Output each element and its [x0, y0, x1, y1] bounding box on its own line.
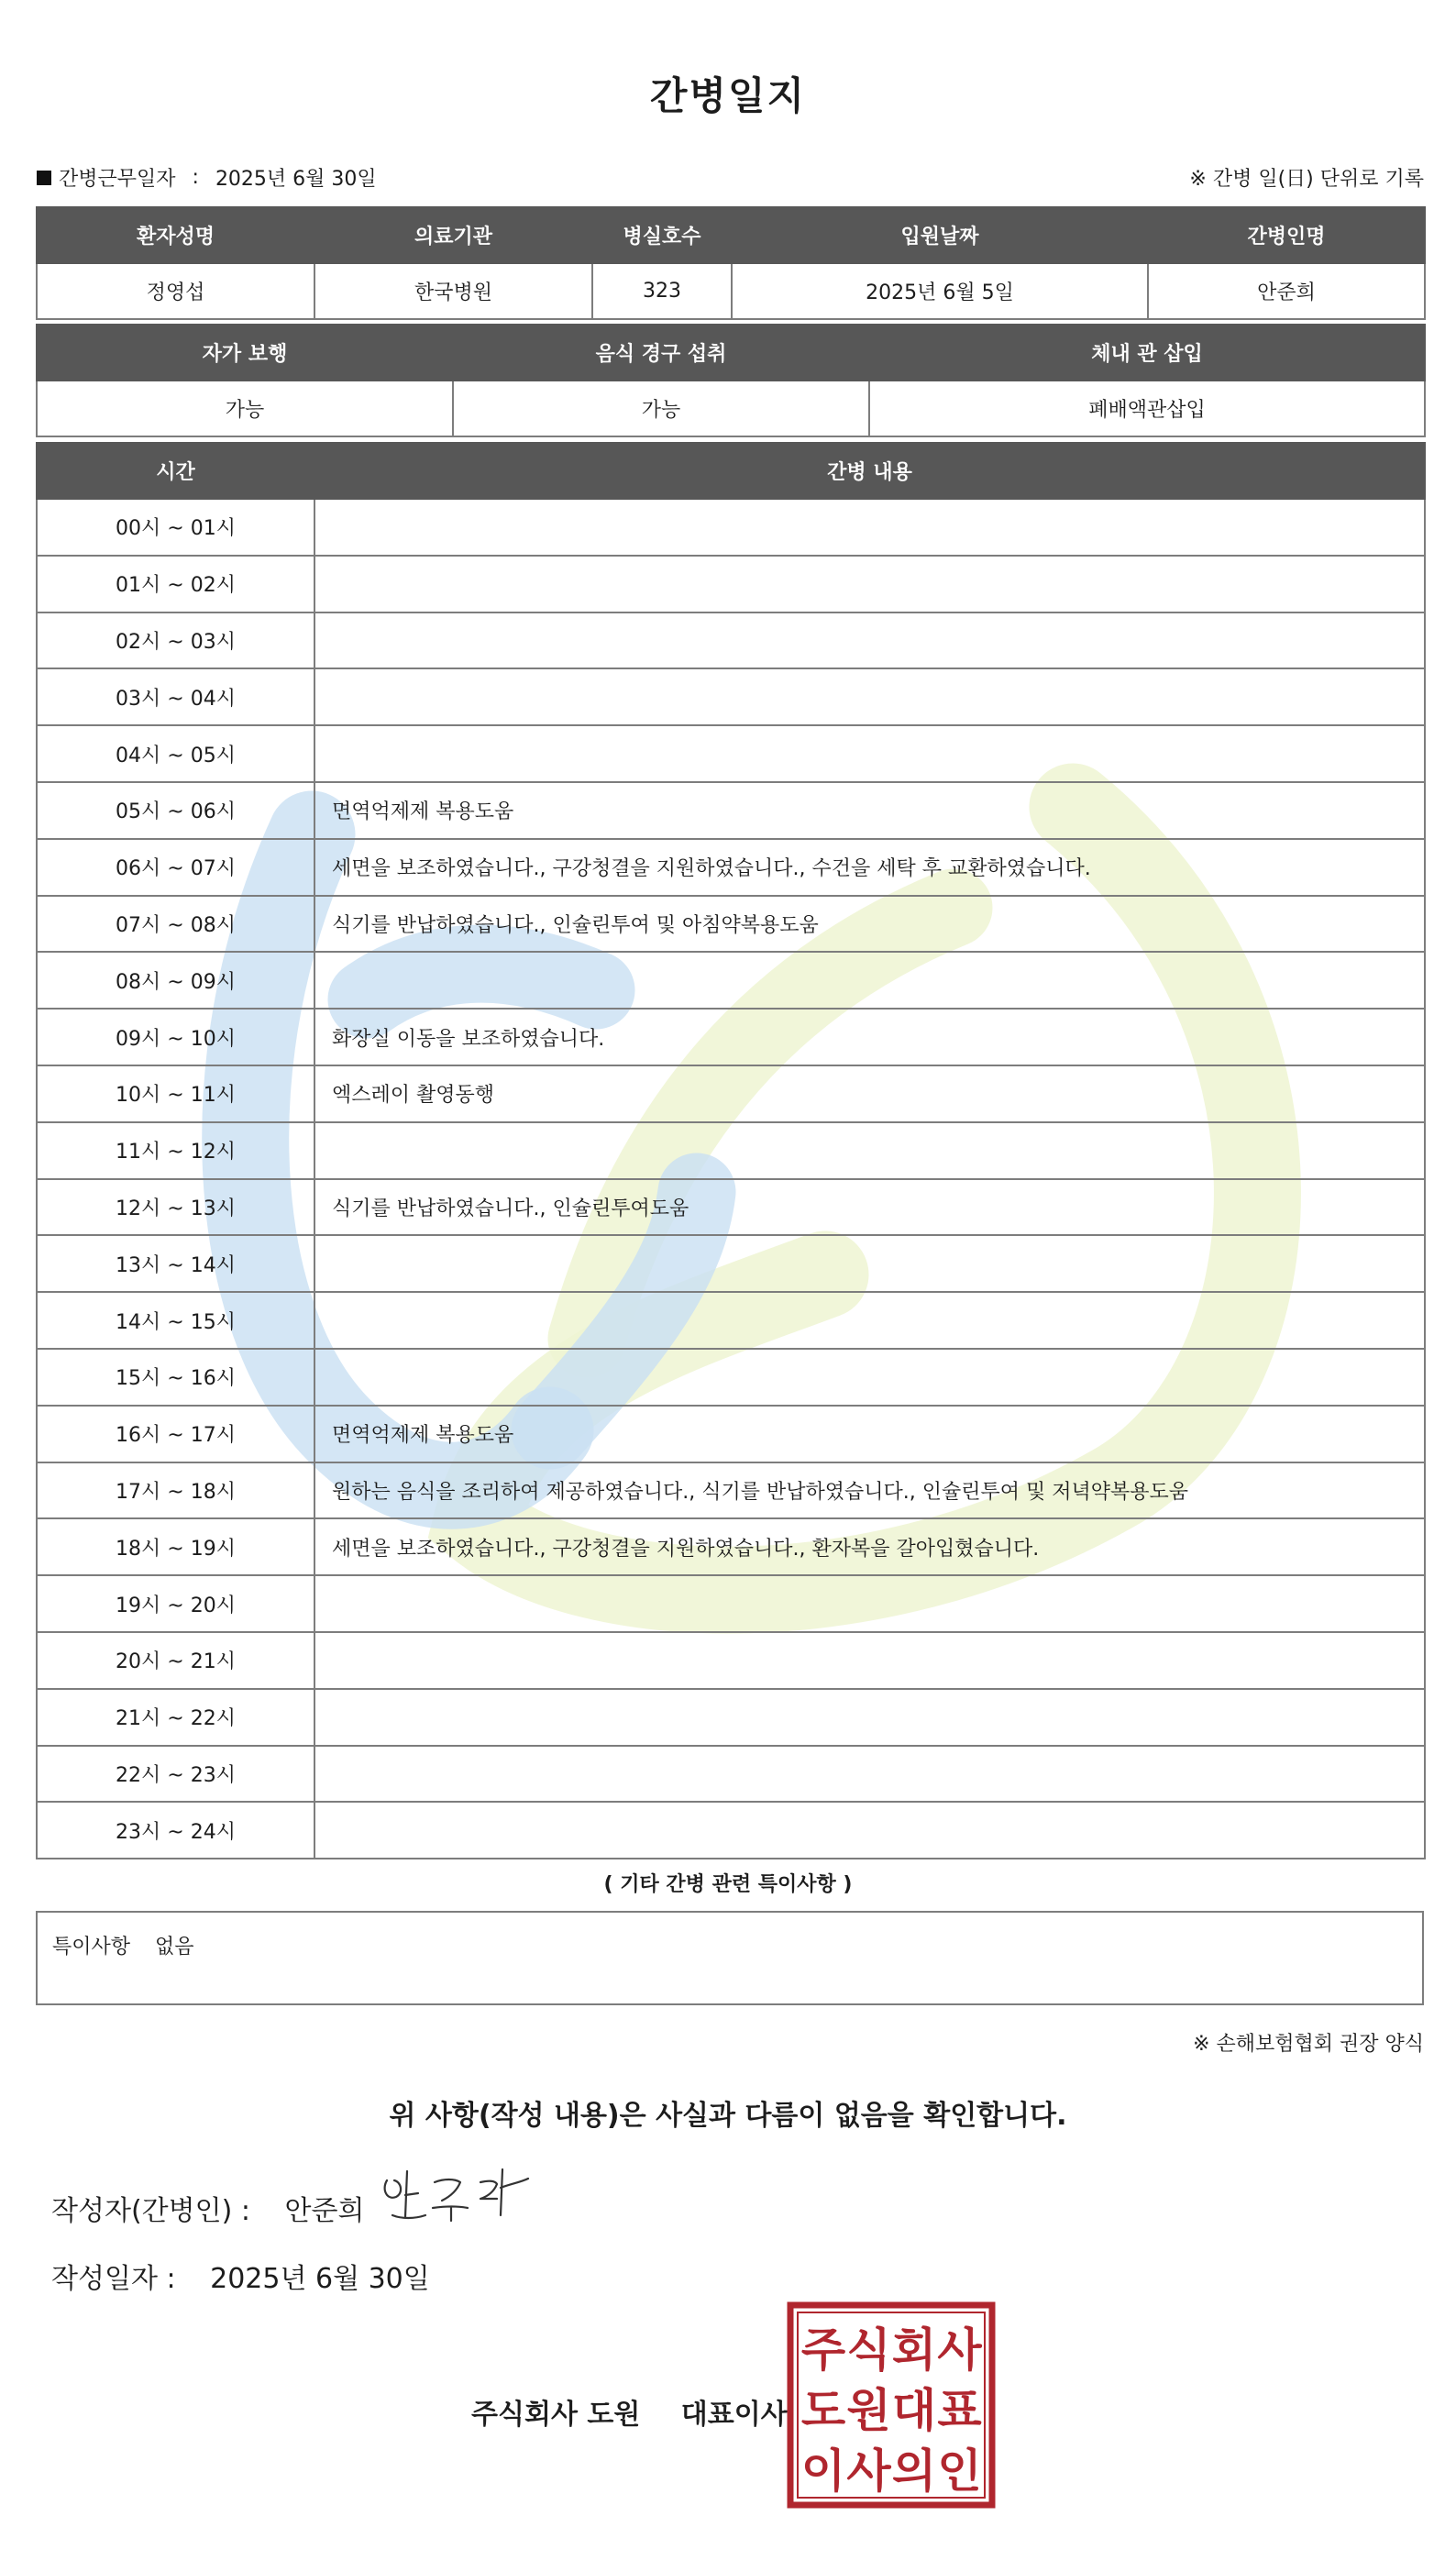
author-row: [51, 2188, 364, 2228]
care-content: [314, 1632, 1425, 1689]
seal-character: 원: [846, 2384, 891, 2437]
hourly-care-log-table: [36, 442, 1426, 1859]
care-log-row: [37, 1462, 1425, 1519]
care-log-row: [37, 952, 1425, 1009]
care-content: [314, 1802, 1425, 1859]
seal-character: 의: [891, 2444, 937, 2498]
time-slot: 06시 ~ 07시: [37, 839, 314, 896]
care-log-row: [37, 839, 1425, 896]
care-log-row: [37, 1746, 1425, 1803]
time-slot: 23시 ~ 24시: [37, 1802, 314, 1859]
care-content: 엑스레이 촬영동행: [314, 1065, 1425, 1122]
other-notes-label: 특이사항: [52, 1936, 131, 1959]
header-room-number: 병실호수: [592, 207, 732, 263]
header-patient-name: 환자성명: [37, 207, 314, 263]
work-date-label: 간병근무일자: [59, 168, 176, 191]
header-tube-insertion: 체내 관 삽입: [869, 325, 1425, 381]
care-log-row: [37, 1689, 1425, 1746]
written-date-label: 작성일자 :: [51, 2263, 176, 2295]
care-content: [314, 499, 1425, 556]
header-self-walking: 자가 보행: [37, 325, 453, 381]
care-content: [314, 1292, 1425, 1349]
care-log-row: [37, 1235, 1425, 1292]
other-notes-value: 없음: [155, 1936, 194, 1959]
written-date-value: 2025년 6월 30일: [210, 2263, 430, 2295]
time-slot: 22시 ~ 23시: [37, 1746, 314, 1803]
patient-status-value-row: [37, 381, 1425, 436]
care-log-row: [37, 1179, 1425, 1236]
time-slot: 12시 ~ 13시: [37, 1179, 314, 1236]
care-content: 세면을 보조하였습니다., 구강청결을 지원하였습니다., 환자복을 갈아입혔습니다.: [314, 1518, 1425, 1575]
patient-status-table: [36, 324, 1426, 437]
care-log-row: [37, 499, 1425, 556]
room-number: 323: [592, 263, 732, 319]
time-slot: 07시 ~ 08시: [37, 896, 314, 953]
header-time: 시간: [37, 443, 314, 499]
time-slot: 08시 ~ 09시: [37, 952, 314, 1009]
work-date-row: [37, 163, 377, 192]
unit-note: ※ 간병 일(日) 단위로 기록: [1189, 168, 1424, 191]
care-content: 식기를 반납하였습니다., 인슐린투여 및 아침약복용도움: [314, 896, 1425, 953]
oral-intake-value: 가능: [453, 381, 869, 436]
time-slot: 11시 ~ 12시: [37, 1122, 314, 1179]
care-log-row: [37, 896, 1425, 953]
seal-character: 인: [937, 2444, 982, 2498]
patient-info-value-row: [37, 263, 1425, 319]
form-source-note: ※ 손해보험협회 권장 양식: [1193, 2033, 1424, 2056]
author-name: 안준희: [284, 2195, 365, 2227]
caregiver-name: 안준희: [1148, 263, 1425, 319]
care-content: 식기를 반납하였습니다., 인슐린투여도움: [314, 1179, 1425, 1236]
handwritten-signature: [378, 2160, 534, 2234]
time-slot: 21시 ~ 22시: [37, 1689, 314, 1746]
hospital-name: 한국병원: [314, 263, 592, 319]
patient-status-header-row: [37, 325, 1425, 381]
company-signature-line: [471, 2391, 788, 2432]
work-date-value: 2025년 6월 30일: [215, 168, 377, 191]
company-name: 주식회사 도원: [471, 2399, 641, 2431]
care-log-row: [37, 1292, 1425, 1349]
care-log-row: [37, 782, 1425, 839]
company-seal-stamp: [787, 2301, 996, 2509]
care-content: [314, 1575, 1425, 1632]
time-slot: 09시 ~ 10시: [37, 1009, 314, 1065]
care-content: [314, 1235, 1425, 1292]
time-slot: 17시 ~ 18시: [37, 1462, 314, 1519]
care-log-header-row: [37, 443, 1425, 499]
care-content: 세면을 보조하였습니다., 구강청결을 지원하였습니다., 수건을 세탁 후 교환하였습니다.: [314, 839, 1425, 896]
other-notes-title: ( 기타 간병 관련 특이사항 ): [603, 1873, 853, 1896]
patient-info-table: [36, 206, 1426, 320]
seal-character: 도: [800, 2384, 846, 2437]
time-slot: 01시 ~ 02시: [37, 556, 314, 612]
care-log-row: [37, 556, 1425, 612]
time-slot: 03시 ~ 04시: [37, 668, 314, 725]
author-label: 작성자(간병인) :: [51, 2195, 250, 2227]
care-log-row: [37, 668, 1425, 725]
care-log-row: [37, 1575, 1425, 1632]
header-hospital: 의료기관: [314, 207, 592, 263]
header-caregiver-name: 간병인명: [1148, 207, 1425, 263]
care-content: [314, 1349, 1425, 1406]
tube-insertion-value: 폐배액관삽입: [869, 381, 1425, 436]
time-slot: 14시 ~ 15시: [37, 1292, 314, 1349]
time-slot: 04시 ~ 05시: [37, 725, 314, 782]
care-content: 면역억제제 복용도움: [314, 1406, 1425, 1462]
seal-character: 사: [846, 2444, 891, 2498]
confirmation-statement: 위 사항(작성 내용)은 사실과 다름이 없음을 확인합니다.: [389, 2100, 1067, 2132]
square-bullet-icon: [37, 171, 51, 185]
care-content: [314, 725, 1425, 782]
care-log-row: [37, 725, 1425, 782]
time-slot: 20시 ~ 21시: [37, 1632, 314, 1689]
patient-info-header-row: [37, 207, 1425, 263]
care-content: 화장실 이동을 보조하였습니다.: [314, 1009, 1425, 1065]
care-log-row: [37, 1518, 1425, 1575]
seal-character: 이: [800, 2444, 846, 2498]
care-log-row: [37, 1406, 1425, 1462]
time-slot: 19시 ~ 20시: [37, 1575, 314, 1632]
time-slot: 05시 ~ 06시: [37, 782, 314, 839]
seal-character: 주: [800, 2323, 846, 2377]
other-notes-box: [36, 1911, 1424, 2005]
time-slot: 18시 ~ 19시: [37, 1518, 314, 1575]
seal-character: 대: [891, 2384, 937, 2437]
colon-separator: :: [192, 166, 199, 189]
care-content: [314, 612, 1425, 669]
care-log-row: [37, 612, 1425, 669]
time-slot: 10시 ~ 11시: [37, 1065, 314, 1122]
care-content: [314, 556, 1425, 612]
care-log-row: [37, 1632, 1425, 1689]
care-content: [314, 1689, 1425, 1746]
care-content: 원하는 음식을 조리하여 제공하였습니다., 식기를 반납하였습니다., 인슐린투여 및 저녁약복용도움: [314, 1462, 1425, 1519]
self-walking-value: 가능: [37, 381, 453, 436]
care-log-row: [37, 1802, 1425, 1859]
time-slot: 16시 ~ 17시: [37, 1406, 314, 1462]
seal-character: 식: [846, 2323, 891, 2377]
time-slot: 02시 ~ 03시: [37, 612, 314, 669]
header-oral-intake: 음식 경구 섭취: [453, 325, 869, 381]
seal-character: 표: [937, 2384, 982, 2437]
care-log-row: [37, 1065, 1425, 1122]
care-content: [314, 1746, 1425, 1803]
patient-name: 정영섭: [37, 263, 314, 319]
time-slot: 00시 ~ 01시: [37, 499, 314, 556]
care-log-row: [37, 1122, 1425, 1179]
written-date-row: [51, 2256, 430, 2296]
header-admission-date: 입원날짜: [732, 207, 1148, 263]
care-content: [314, 1122, 1425, 1179]
care-log-body: [37, 499, 1425, 1859]
company-ceo-title: 대표이사: [680, 2399, 788, 2431]
care-content: [314, 668, 1425, 725]
care-content: [314, 952, 1425, 1009]
seal-character: 회: [891, 2323, 937, 2377]
time-slot: 15시 ~ 16시: [37, 1349, 314, 1406]
admission-date: 2025년 6월 5일: [732, 263, 1148, 319]
time-slot: 13시 ~ 14시: [37, 1235, 314, 1292]
care-log-row: [37, 1349, 1425, 1406]
seal-character: 사: [937, 2323, 982, 2377]
header-care-content: 간병 내용: [314, 443, 1425, 499]
document-title: 간병일지: [649, 73, 807, 118]
care-content: 면역억제제 복용도움: [314, 782, 1425, 839]
care-log-row: [37, 1009, 1425, 1065]
